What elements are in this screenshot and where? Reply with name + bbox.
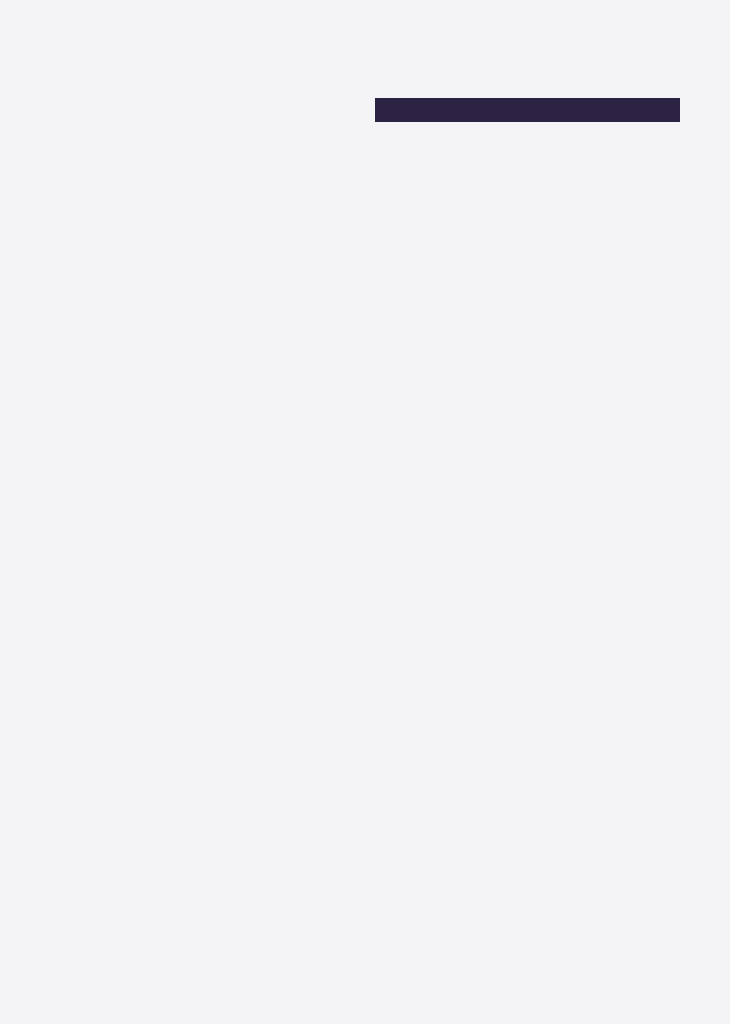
title-decorative-bar bbox=[375, 98, 680, 122]
